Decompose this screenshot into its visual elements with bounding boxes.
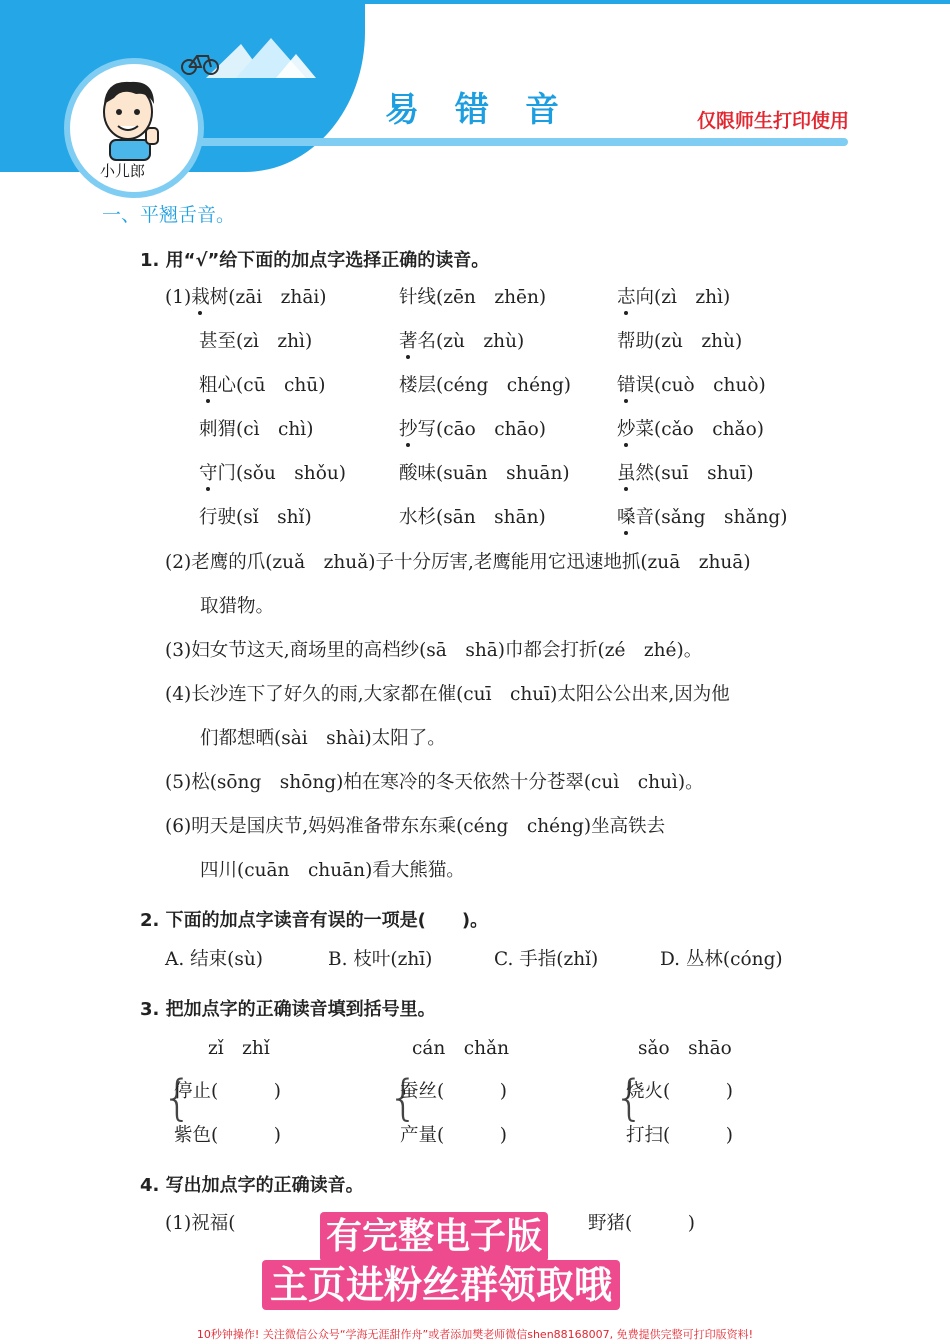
word: 楼层 (399, 375, 437, 396)
bicycle-icon (180, 50, 220, 76)
dotted-char: 虽 (617, 463, 636, 484)
dotted-char: 著 (399, 331, 418, 352)
word: 写 (417, 419, 437, 440)
q3-pinyin-2: cán chǎn (412, 1038, 510, 1059)
dotted-char: 栽 (191, 287, 210, 308)
page-title: 易错音 (385, 90, 595, 130)
print-note: 仅限师生打印使用 (697, 110, 850, 132)
question-4-prompt: 4. 写出加点字的正确读音。 (140, 1175, 364, 1196)
dotted-char: 抄 (399, 419, 418, 440)
q3-item: 打扫( ) (626, 1125, 733, 1146)
pinyin-choices: (suī shuī) (654, 463, 754, 484)
grid-cell (199, 377, 325, 396)
brace-1: { (162, 1070, 193, 1126)
word: 刺猬 (199, 419, 237, 440)
word: 向 (635, 287, 655, 308)
sentence-line: (2)老鹰的爪(zuǎ zhuǎ)子十分厉害,老鹰能用它迅速地抓(zuā zhuā) (165, 552, 751, 573)
grid-cell (199, 421, 313, 440)
q3-item: 产量( ) (400, 1125, 507, 1146)
dotted-char: 炒 (617, 419, 636, 440)
pinyin-choices: (cǎo chǎo) (654, 419, 764, 440)
word: 然 (635, 463, 655, 484)
grid-cell (617, 465, 754, 484)
sentence-line: (3)妇女节这天,商场里的高档纱(sā shā)巾都会打折(zé zhé)。 (165, 640, 703, 661)
item-number: (1) (165, 287, 192, 308)
dotted-char: 志 (617, 287, 636, 308)
pinyin-choices: (zù zhù) (654, 331, 743, 352)
option-d: D. 丛林(cóng) (660, 949, 783, 970)
dotted-char: 粗 (199, 375, 218, 396)
grid-cell (399, 421, 546, 440)
brace-2: { (388, 1070, 419, 1126)
grid-cell (165, 289, 327, 308)
grid-cell (199, 509, 312, 528)
pinyin-choices: (sān shān) (436, 507, 546, 528)
pinyin-choices: (zù zhù) (436, 331, 525, 352)
pinyin-choices: (sǒu shǒu) (236, 463, 346, 484)
word: 水杉 (399, 507, 437, 528)
pinyin-choices: (zēn zhēn) (436, 287, 547, 308)
pinyin-choices: (zāi zhāi) (228, 287, 327, 308)
pinyin-choices: (céng chéng) (436, 375, 571, 396)
grid-cell (399, 333, 524, 352)
sentence-line: (6)明天是国庆节,妈妈准备带东东乘(céng chéng)坐高铁去 (165, 816, 666, 837)
mascot-label: 小儿郎 (100, 162, 146, 180)
word: 帮助 (617, 331, 655, 352)
word: 行驶 (199, 507, 237, 528)
promo-line-2: 主页进粉丝群领取哦 (262, 1260, 620, 1310)
sentence-line: 四川(cuān chuān)看大熊猫。 (200, 860, 465, 881)
q3-item: 停止( ) (174, 1081, 281, 1102)
word: 误 (635, 375, 655, 396)
section-title: 一、平翘舌音。 (102, 204, 236, 226)
word: 门 (217, 463, 237, 484)
option-c: C. 手指(zhǐ) (494, 949, 599, 970)
option-a: A. 结束(sù) (165, 949, 263, 970)
pinyin-choices: (zì zhì) (654, 287, 731, 308)
question-3-prompt: 3. 把加点字的正确读音填到括号里。 (140, 999, 436, 1020)
q3-item: 紫色( ) (174, 1125, 281, 1146)
pinyin-choices: (sǐ shǐ) (236, 507, 312, 528)
pinyin-choices: (cāo chāo) (436, 419, 546, 440)
dotted-char: 错 (617, 375, 636, 396)
pinyin-choices: (zì zhì) (236, 331, 313, 352)
grid-cell (617, 421, 764, 440)
q4-item-1: (1)祝福( (165, 1213, 236, 1234)
grid-cell (617, 333, 742, 352)
grid-cell (617, 289, 730, 308)
q3-item: 蚕丝( ) (400, 1081, 507, 1102)
word: 酸味 (399, 463, 437, 484)
sentence-line: (4)长沙连下了好久的雨,大家都在催(cuī chuī)太阳公公出来,因为他 (165, 684, 730, 705)
q3-pinyin-3: sǎo shāo (638, 1038, 732, 1059)
option-b: B. 枝叶(zhī) (328, 949, 433, 970)
word: 名 (417, 331, 437, 352)
grid-cell (199, 333, 312, 352)
word: 音 (635, 507, 655, 528)
grid-cell (617, 509, 787, 528)
header-underline (180, 138, 848, 146)
pinyin-choices: (cì chì) (236, 419, 314, 440)
dotted-char: 守 (199, 463, 218, 484)
pinyin-choices: (suān shuān) (436, 463, 570, 484)
grid-cell (399, 289, 546, 308)
pinyin-choices: (cuò chuò) (654, 375, 766, 396)
question-1-prompt: 1. 用“√”给下面的加点字选择正确的读音。 (140, 250, 490, 271)
word: 树 (209, 287, 229, 308)
grid-cell (399, 509, 546, 528)
mascot-boy-icon (92, 74, 168, 162)
word: 心 (217, 375, 237, 396)
promo-line-1: 有完整电子版 (320, 1212, 548, 1262)
pinyin-choices: (sǎng shǎng) (654, 507, 788, 528)
word: 甚至 (199, 331, 237, 352)
grid-cell (617, 377, 766, 396)
word: 针线 (399, 287, 437, 308)
sentence-line: 取猎物。 (200, 596, 275, 617)
footer-text: 10秒钟操作! 关注微信公众号“学海无涯甜作舟”或者添加樊老师微信shen88168007, 免费提供完整可打印版资料! (196, 1328, 754, 1341)
word: 菜 (635, 419, 655, 440)
pinyin-choices: (cū chū) (236, 375, 326, 396)
sentence-line: 们都想晒(sài shài)太阳了。 (200, 728, 446, 749)
q3-pinyin-1: zǐ zhǐ (208, 1038, 270, 1059)
question-2-prompt: 2. 下面的加点字读音有误的一项是( )。 (140, 910, 489, 931)
sentence-line: (5)松(sōng shōng)柏在寒冷的冬天依然十分苍翠(cuì chuì)。 (165, 772, 704, 793)
q4-item-2: 野猪( ) (588, 1213, 695, 1234)
brace-3: { (614, 1070, 645, 1126)
grid-cell (399, 377, 571, 396)
grid-cell (199, 465, 346, 484)
dotted-char: 嗓 (617, 507, 636, 528)
q3-item: 烧火( ) (626, 1081, 733, 1102)
mountains-icon (206, 36, 316, 78)
grid-cell (399, 465, 570, 484)
